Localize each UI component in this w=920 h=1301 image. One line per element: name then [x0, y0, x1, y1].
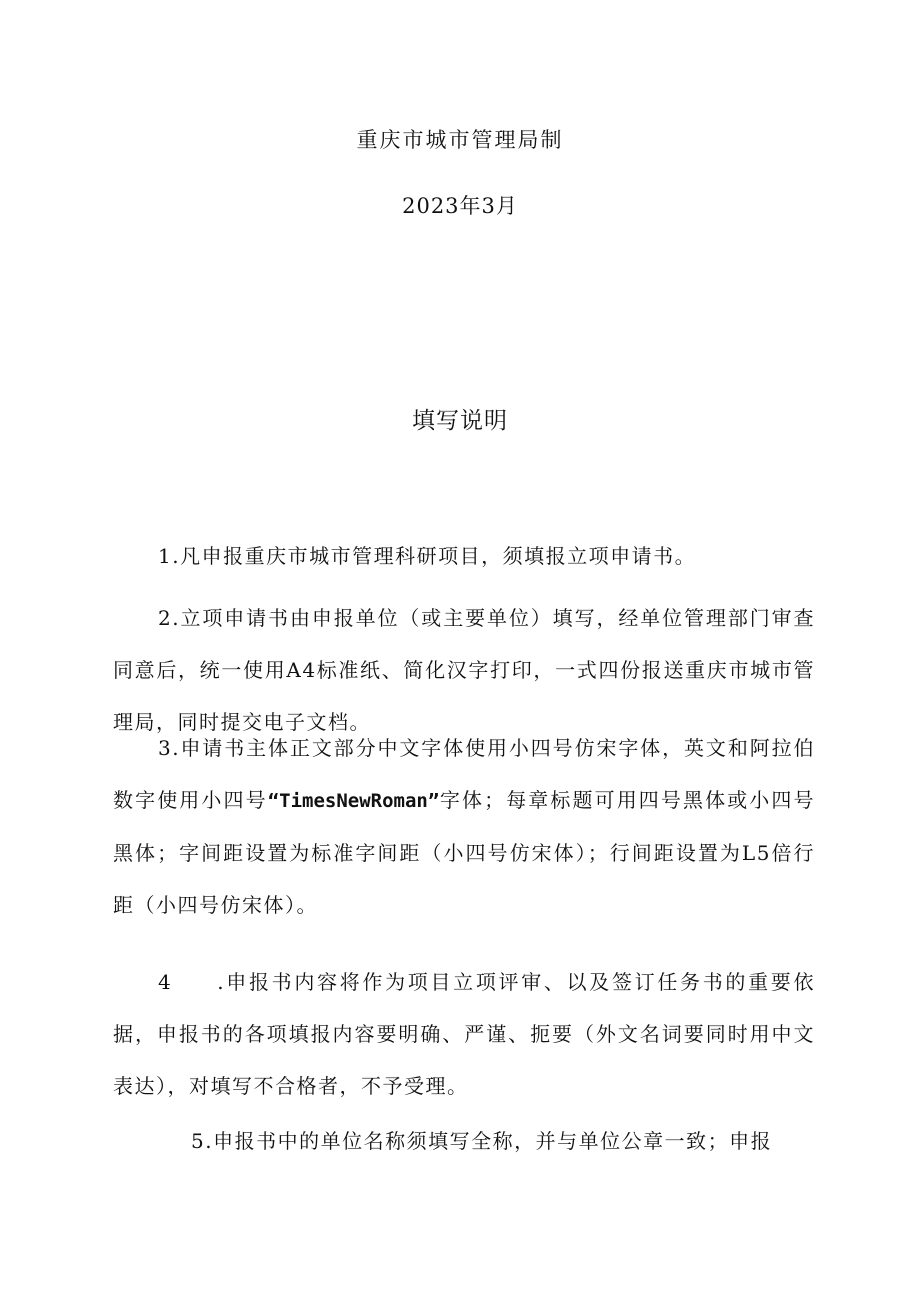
item-text: .凡申报重庆市城市管理科研项目，须填报立项申请书。 [172, 544, 697, 568]
instruction-item-3 [113, 722, 815, 931]
item-number: 3 [158, 736, 173, 760]
item-text: .申报书内容将作为项目立项评审、以及签订任务书的重要依据，申报书的各项填报内容要明确、严谨、扼要（外文名词要同时用中文表达），对填写不合格者，不予受理。 [113, 970, 815, 1098]
issue-date: 2023年3月 [402, 194, 518, 218]
instruction-item-4 [113, 956, 815, 1112]
item-text: .立项申请书由申报单位（或主要单位）填写，经单位管理部门审查同意后，统一使用A4标准纸、简化汉字打印，一式四份报送重庆市城市管理局，同时提交电子文档。 [113, 606, 815, 734]
instruction-item-5 [113, 1115, 815, 1167]
item-text-before: .申请书主体正文部分中文字体使用小四号仿宋字体，英文和阿拉伯数字使用小四号 [113, 736, 815, 812]
font-name-quote: “TimesNewRoman” [267, 790, 440, 812]
issuer-line: 重庆市城市管理局制 [356, 128, 564, 152]
item-text-after: 字体；每章标题可用四号黑体或小四号黑体；字间距设置为标准字间距（小四号仿宋体）；行间距设置为L5倍行距（小四号仿宋体）。 [113, 788, 816, 917]
instruction-item-1 [113, 530, 815, 582]
item-number: 4 [158, 970, 173, 994]
instructions-heading: 填写说明 [412, 408, 508, 434]
item-text: .申报书中的单位名称须填写全称，并与单位公章一致；申报 [205, 1129, 773, 1153]
item-number: 2 [158, 606, 173, 630]
item-number: 5 [191, 1129, 206, 1153]
item-number: 1 [158, 544, 173, 568]
